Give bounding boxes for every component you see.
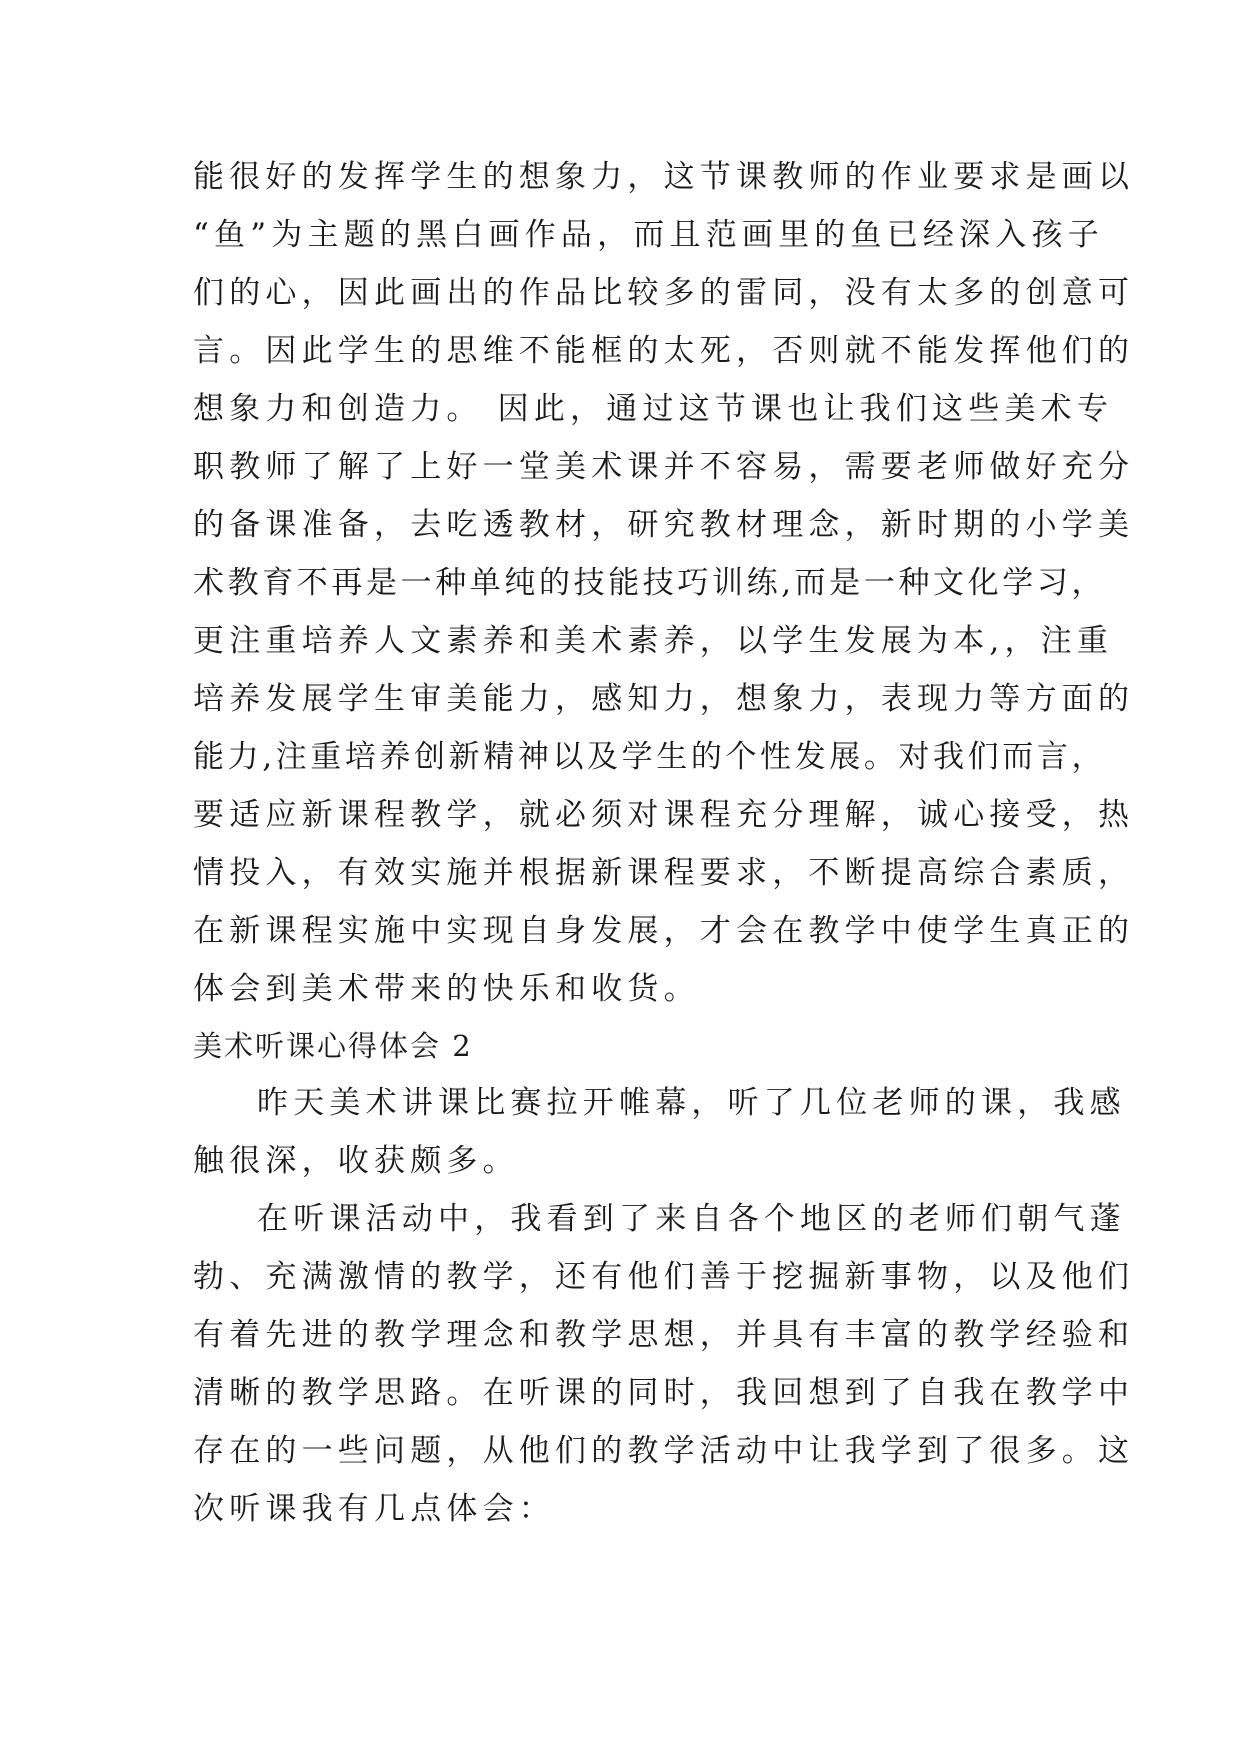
text-line: 勃、充满激情的教学，还有他们善于挖掘新事物，以及他们 [193,1259,1135,1295]
text-line: 昨天美术讲课比赛拉开帷幕，听了几位老师的课，我感 [257,1085,1126,1121]
text-line: “鱼”为主题的黑白画作品，而且范画里的鱼已经深入孩子 [193,217,1104,253]
text-line: 存在的一些问题，从他们的教学活动中让我学到了很多。这 [193,1433,1135,1469]
text-line: 清晰的教学思路。在听课的同时，我回想到了自我在教学中 [193,1375,1135,1411]
text-line: 在听课活动中，我看到了来自各个地区的老师们朝气蓬 [257,1201,1126,1237]
text-line: 更注重培养人文素养和美术素养，以学生发展为本,，注重 [193,623,1114,659]
text-line: 想象力和创造力。 因此，通过这节课也让我们这些美术专 [193,391,1114,427]
text-line: 的备课准备，去吃透教材，研究教材理念，新时期的小学美 [193,507,1135,543]
document-page [193,148,1135,1538]
section-heading: 美术听课心得体会 2 [193,1029,473,1063]
text-line: 有着先进的教学理念和教学思想，并具有丰富的教学经验和 [193,1317,1135,1353]
text-line: 能力,注重培养创新精神以及学生的个性发展。对我们而言， [193,739,1107,775]
text-line: 培养发展学生审美能力，感知力，想象力，表现力等方面的 [193,681,1135,717]
section-2-paragraph-2 [193,1190,1135,1538]
text-line: 言。因此学生的思维不能框的太死，否则就不能发挥他们的 [193,333,1135,369]
text-line: 们的心，因此画出的作品比较多的雷同，没有太多的创意可 [193,275,1135,311]
text-line: 在新课程实施中实现自身发展，才会在教学中使学生真正的 [193,913,1135,949]
text-line: 能很好的发挥学生的想象力，这节课教师的作业要求是画以 [193,159,1135,195]
text-line: 触很深，收获颇多。 [193,1143,519,1179]
text-line: 职教师了解了上好一堂美术课并不容易，需要老师做好充分 [193,449,1135,485]
text-line: 要适应新课程教学，就必须对课程充分理解，诚心接受，热 [193,797,1135,833]
section-2-paragraph-1 [193,1074,1126,1190]
text-line: 情投入，有效实施并根据新课程要求，不断提高综合素质， [193,855,1135,891]
text-line: 术教育不再是一种单纯的技能技巧训练,而是一种文化学习， [193,565,1107,601]
text-line: 体会到美术带来的快乐和收货。 [193,971,700,1007]
section-1-paragraph [193,148,1135,1018]
text-line: 次听课我有几点体会： [193,1491,555,1527]
